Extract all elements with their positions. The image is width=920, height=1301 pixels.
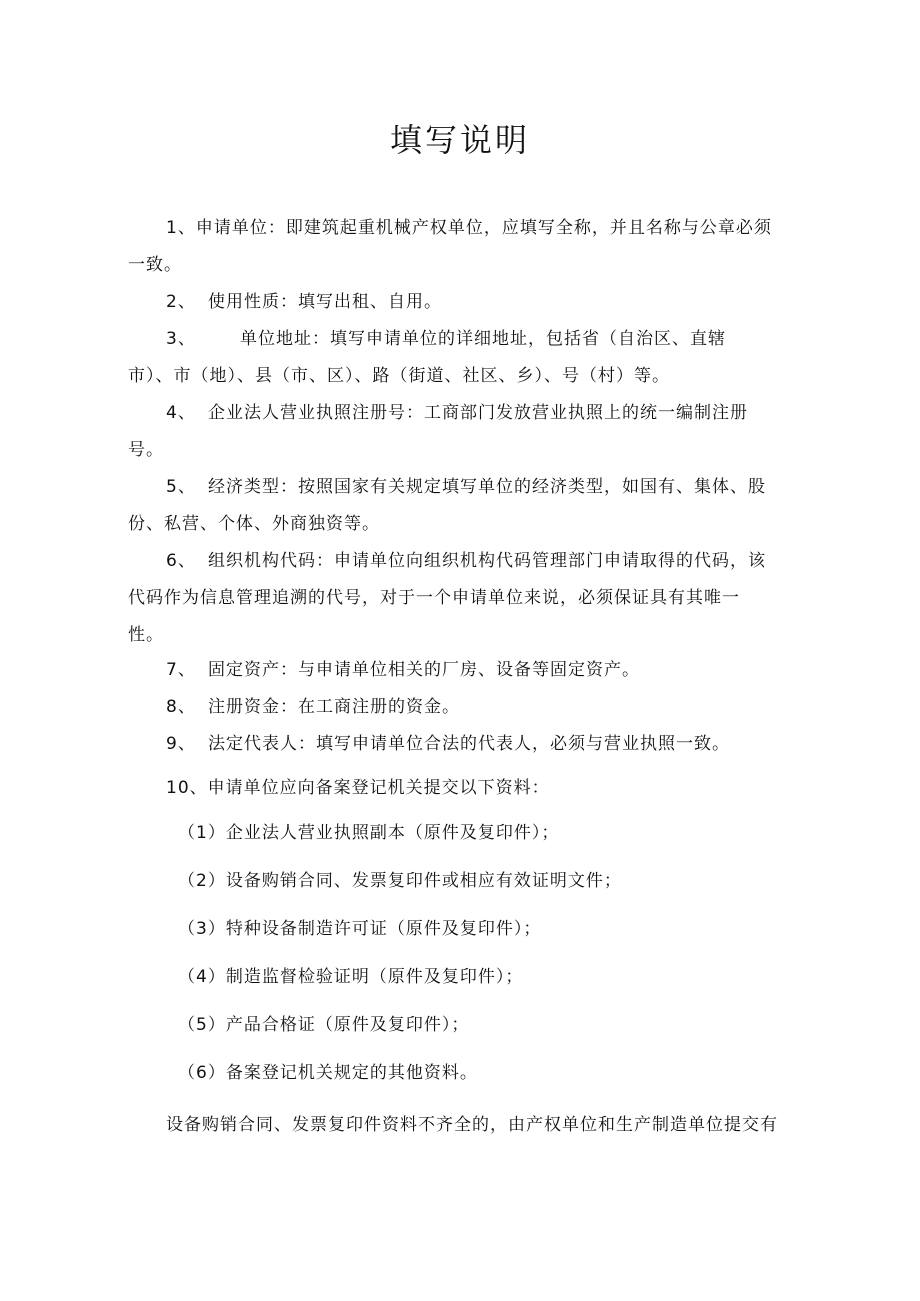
list-item (128, 770, 796, 807)
page-title: 填写说明 (389, 121, 530, 159)
sub-list-item: （4）制造监督检验证明（原件及复印件）； (178, 967, 524, 987)
item-text: 申请单位应向备案登记机关提交以下资料： (207, 778, 550, 798)
item-number: 6、 (166, 551, 196, 571)
item-number: 5、 (166, 477, 196, 497)
list-item (128, 321, 796, 395)
item-text: 单位地址：填写申请单位的详细地址，包括省（自治区、直辖 (240, 329, 726, 349)
sub-list-item: （2）设备购销合同、发票复印件或相应有效证明文件； (178, 871, 622, 891)
item-text: 市）、市（地）、县（市、区）、路（街道、社区、乡）、号（村）等。 (128, 366, 670, 386)
sub-list-item: （6）备案登记机关规定的其他资料。 (178, 1063, 478, 1083)
list-item (128, 543, 796, 654)
item-number: 3、 (166, 329, 196, 349)
sub-list-item: （1）企业法人营业执照副本（原件及复印件）； (178, 823, 560, 843)
list-item (128, 284, 796, 321)
item-text: 性。 (128, 625, 164, 645)
item-text: 一致。 (128, 255, 182, 275)
item-number: 10、 (166, 778, 208, 798)
item-text: 注册资金：在工商注册的资金。 (208, 697, 460, 717)
item-number: 8、 (166, 697, 196, 717)
item-text: 号。 (128, 440, 164, 460)
item-number: 4、 (166, 403, 196, 423)
list-item (128, 689, 796, 726)
list-item (128, 652, 796, 689)
item-text: 组织机构代码：申请单位向组织机构代码管理部门申请取得的代码，该 (208, 551, 766, 571)
item-text: 申请单位：即建筑起重机械产权单位，应填写全称，并且名称与公章必须 (195, 218, 772, 238)
item-text: 经济类型：按照国家有关规定填写单位的经济类型，如国有、集体、股 (208, 477, 766, 497)
item-number: 7、 (166, 660, 196, 680)
sub-list-item: （5）产品合格证（原件及复印件）； (178, 1015, 470, 1035)
list-item (128, 210, 796, 284)
sub-list-item: （3）特种设备制造许可证（原件及复印件）； (178, 919, 542, 939)
item-text: 固定资产：与申请单位相关的厂房、设备等固定资产。 (208, 660, 640, 680)
closing-paragraph: 设备购销合同、发票复印件资料不齐全的，由产权单位和生产制造单位提交有 (166, 1115, 778, 1135)
item-text: 使用性质：填写出租、自用。 (208, 292, 442, 312)
list-item (128, 395, 796, 469)
item-text: 份、私营、个体、外商独资等。 (128, 514, 380, 534)
item-number: 9、 (166, 734, 196, 754)
item-text: 企业法人营业执照注册号：工商部门发放营业执照上的统一编制注册 (208, 403, 748, 423)
list-item (128, 726, 796, 763)
item-text: 法定代表人：填写申请单位合法的代表人，必须与营业执照一致。 (208, 734, 730, 754)
item-number: 1、 (166, 218, 196, 238)
item-text: 代码作为信息管理追溯的代号，对于一个申请单位来说，必须保证具有其唯一 (128, 588, 740, 608)
list-item (128, 469, 796, 543)
item-number: 2、 (166, 292, 196, 312)
